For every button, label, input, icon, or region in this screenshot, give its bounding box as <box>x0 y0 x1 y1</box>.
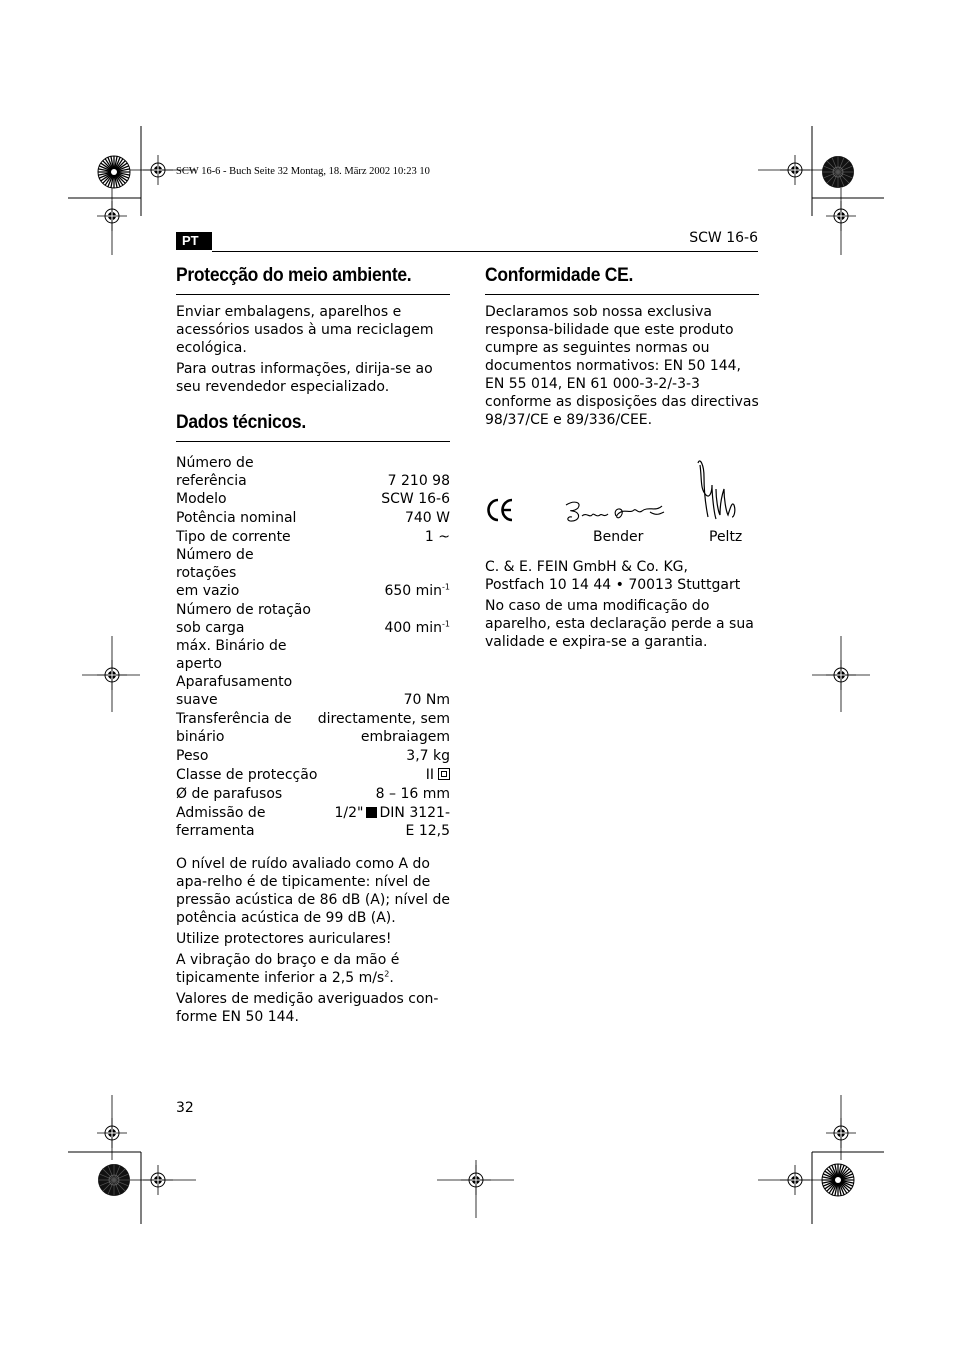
spec-value: embraiagem <box>360 729 450 745</box>
spec-value: 8 – 16 mm <box>375 786 450 802</box>
header-rule <box>212 251 758 252</box>
spec-label: Número de referência <box>176 455 254 489</box>
page-number: 32 <box>176 1100 194 1116</box>
environment-paragraph: Enviar embalagens, aparelhos e acessórios usados à uma reciclagem ecológica. <box>176 304 434 356</box>
square-drive-icon <box>366 807 377 818</box>
right-column <box>485 265 759 432</box>
ce-mark-icon <box>486 497 516 523</box>
header-model: SCW 16-6 <box>689 230 758 246</box>
spec-label: máx. Binário de aperto <box>176 638 287 672</box>
spec-value: 1 ~ <box>424 529 450 545</box>
spec-row <box>176 546 450 600</box>
spec-value: SCW 16-6 <box>381 491 450 507</box>
spec-value: II <box>425 767 434 783</box>
spec-label: Modelo <box>176 491 227 507</box>
ear-protection-note: Utilize protectores auriculares! <box>176 931 392 947</box>
protection-class-ii-icon <box>438 768 450 780</box>
spec-label: Tipo de corrente <box>176 529 291 545</box>
vibration-end: . <box>389 970 394 986</box>
spec-table <box>176 454 450 840</box>
left-column <box>176 265 450 1029</box>
company-address: Postfach 10 14 44 • 70013 Stuttgart <box>485 577 741 593</box>
spec-value: 3,7 kg <box>406 748 450 764</box>
spec-value: 740 W <box>404 510 450 526</box>
vibration-sup: 2 <box>384 969 390 979</box>
declaration-paragraph: Declaramos sob nossa exclusiva responsa-bilidade que este produto cumpre as seguintes normas ou documentos normativos: EN 50 144, EN 55 014, EN 61 000-3-2/-3-3 conforme as disposições das directivas 98/37/CE e 89/336/CEE. <box>485 304 759 428</box>
spec-label: Peso <box>176 748 209 764</box>
spec-row <box>176 637 450 709</box>
peltz-signature <box>692 455 742 525</box>
language-badge: PT <box>176 232 212 250</box>
spec-value-sup: -1 <box>442 582 450 592</box>
environment-paragraph: Para outras informações, dirija-se ao seu revendedor especializado. <box>176 361 433 395</box>
spec-row <box>176 746 450 765</box>
spec-value: directamente, sem <box>317 711 450 727</box>
environment-heading: Protecção do meio ambiente. <box>176 265 412 286</box>
spec-row <box>176 765 450 784</box>
bender-signature <box>560 496 670 528</box>
noise-paragraph: O nível de ruído avaliado como A do apa-relho é de tipicamente: nível de pressão acústica de 86 dB (A); nível de potência acústica de 99 dB (A). <box>176 856 451 926</box>
vibration-text: A vibração do braço e da mão é tipicamente inferior a 2,5 m/s <box>176 952 400 986</box>
validity-note: No caso de uma modificação do aparelho, esta declaração perde a sua validade e expira-se a garantia. <box>485 598 754 650</box>
spec-value: 650 min <box>384 583 443 599</box>
measurement-paragraph: Valores de medição averiguados con-forme EN 50 144. <box>176 991 439 1025</box>
spec-label: ferramenta <box>176 823 255 839</box>
heading-rule <box>176 294 450 295</box>
spec-value: DIN 3121- <box>379 805 450 821</box>
vibration-paragraph <box>176 951 450 987</box>
spec-row <box>176 490 450 508</box>
signatory-name: Bender <box>593 529 644 545</box>
company-name: C. & E. FEIN GmbH & Co. KG, <box>485 559 688 575</box>
spec-value: 1/2" <box>334 805 364 821</box>
spec-label: Potência nominal <box>176 510 297 526</box>
spec-row <box>176 709 450 746</box>
heading-rule <box>176 441 450 442</box>
spec-label: Transferência de <box>176 711 292 727</box>
spec-label: Admissão de <box>176 805 266 821</box>
spec-label: Ø de parafusos <box>176 786 283 802</box>
spec-value: E 12,5 <box>405 823 450 839</box>
spec-row <box>176 508 450 527</box>
spec-row <box>176 527 450 546</box>
print-info-line: SCW 16-6 - Buch Seite 32 Montag, 18. März 2002 10:23 10 <box>176 166 430 177</box>
spec-value: 7 210 98 <box>387 473 450 489</box>
spec-row <box>176 784 450 803</box>
spec-row <box>176 600 450 637</box>
spec-value: 70 Nm <box>403 692 450 708</box>
spec-value: 400 min <box>384 620 443 636</box>
spec-row <box>176 803 450 840</box>
signatory-name: Peltz <box>709 529 743 545</box>
spec-row <box>176 454 450 490</box>
right-column-footer <box>485 558 759 654</box>
spec-label: sob carga <box>176 620 245 636</box>
spec-label: em vazio <box>176 583 240 599</box>
spec-label: Número de rotação <box>176 602 311 618</box>
technical-heading: Dados técnicos. <box>176 412 306 433</box>
spec-label: Classe de protecção <box>176 767 318 783</box>
heading-rule <box>485 294 759 295</box>
spec-label: Aparafusamento suave <box>176 674 293 708</box>
ce-heading: Conformidade CE. <box>485 265 634 286</box>
spec-label: binário <box>176 729 225 745</box>
spec-label: Número de rotações <box>176 547 254 581</box>
spec-value-sup: -1 <box>442 619 450 629</box>
